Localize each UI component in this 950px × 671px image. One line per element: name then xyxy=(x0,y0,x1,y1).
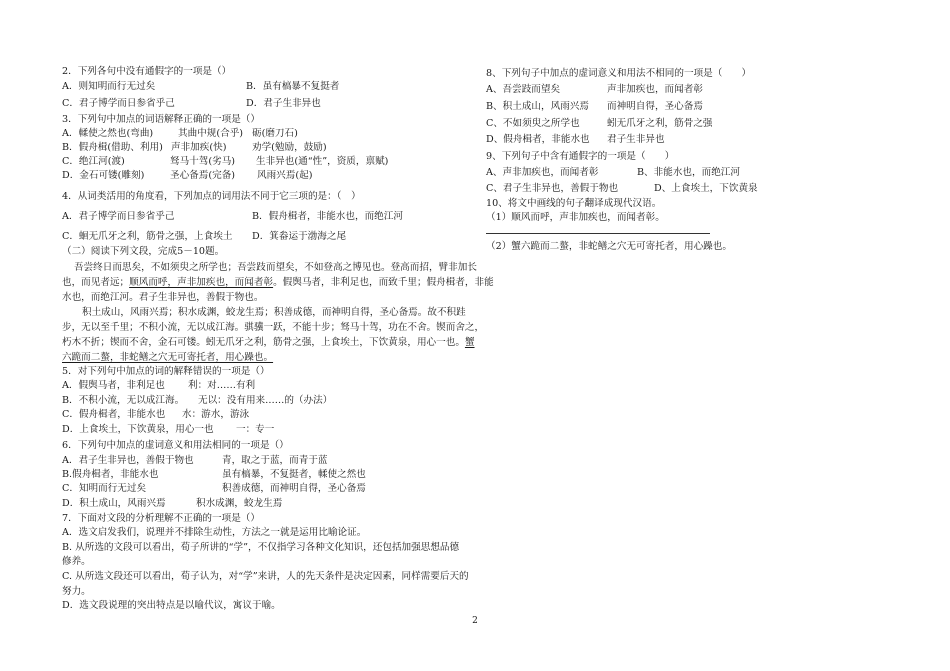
q7-option-b-1: B. 从所选的文段可以看出，荀子所讲的“学”，不仅指学习各种文化知识，还包括加强思想品德 xyxy=(62,542,460,553)
q3-option-c-1: C．绝江河(渡) xyxy=(62,156,125,167)
q6-option-c-2: 积善成德，而神明自得，圣心备焉 xyxy=(222,483,366,494)
q5-stem: 5．对下列句中加点的词的解释错误的一项是（） xyxy=(62,366,270,377)
q4-option-b: B．假舟楫者，非能水也，而绝江河 xyxy=(252,211,403,222)
q3-stem: 3．下列句中加点的词语解释正确的一项是（） xyxy=(62,114,260,125)
q7-option-c-1: C. 从所选文段还可以看出，荀子认为，对“学”来讲，人的先天条件是决定因素，同样需要后天的 xyxy=(62,571,469,582)
q8-option-a-1: A、吾尝跂而望矣 xyxy=(486,84,561,95)
q9-option-a: A、声非加疾也，而闻者彰 xyxy=(486,167,599,178)
section-heading: （二）阅读下列文段，完成5－10题。 xyxy=(62,246,225,257)
q5-option-c-1: C．假舟楫者，非能水也 xyxy=(62,409,166,420)
passage-p1-line2: 也，而见者远；顺风而呼，声非加疾也，而闻者彰。假舆马者，非利足也，而致千里；假舟楫者，非能 xyxy=(62,277,494,288)
underlined-sentence-2-start: 蟹 xyxy=(464,337,475,348)
passage-p2-line3: 朽木不折；锲而不舍，金石可镂。蚓无爪牙之利，筋骨之强，上食埃土，下饮黄泉，用心一也。蟹 xyxy=(62,337,475,348)
q6-option-a-1: A．君子生非异也，善假于物也 xyxy=(62,455,194,466)
q3-option-a-2: 其曲中规(合乎) xyxy=(178,128,244,139)
underlined-sentence-2: 六跪而二螯，非蛇鳝之穴无可寄托者，用心躁也。 xyxy=(62,352,274,363)
q2-option-a: A．则知明而行无过矣 xyxy=(62,81,156,92)
q3-option-a-3: 砺(磨刀石) xyxy=(252,128,298,139)
q10-sentence-1: （1）顺风而呼，声非加疾也，而闻者彰。 xyxy=(486,212,665,223)
q4-option-c: C．蛔无爪牙之利，筋骨之强，上食埃土 xyxy=(62,231,233,242)
q7-option-b-2: 修养。 xyxy=(62,556,91,567)
q5-option-c-2: 水：游水，游泳 xyxy=(182,409,250,420)
passage-p1-line1: 吾尝终日而思矣，不如须臾之所学也；吾尝跂而望矣，不如登高之博见也。登高而招，臂非加长 xyxy=(74,262,477,273)
q6-option-b-2: 虽有槁暴，不复挺者，輮使之然也 xyxy=(222,469,366,480)
q6-option-b-1: B.假舟楫者，非能水也 xyxy=(62,469,159,480)
q3-option-c-2: 驽马十驾(劣马) xyxy=(170,156,236,167)
q8-option-a-2: 声非加疾也，而闻者彰 xyxy=(607,84,703,95)
q8-option-d-2: 君子生非异也 xyxy=(607,134,665,145)
q2-stem: 2．下列各句中没有通假字的一项是（） xyxy=(62,66,232,77)
q5-option-a-1: A．假舆马者，非利足也 xyxy=(62,380,165,391)
q8-stem: 8、下列句子中加点的虚词意义和用法不相同的一项是（ ） xyxy=(486,68,752,79)
q9-option-c: C、君子生非异也，善假于物也 xyxy=(486,183,619,194)
q5-option-b-1: B．不积小流，无以成江海。 xyxy=(62,395,185,406)
q3-option-b-1: B．假舟楫(借助、利用) xyxy=(62,142,163,153)
q5-option-b-2: 无以：没有用来……的（办法） xyxy=(198,395,333,406)
q5-option-d-2: 一：专一 xyxy=(236,424,275,435)
q4-option-d: D．箕畚运于渤海之尾 xyxy=(252,231,347,242)
q7-option-a: A．选文启发我们，说理并不排除生动性，方法之一就是运用比喻论证。 xyxy=(62,527,367,538)
passage-p1-line3: 水也，而绝江河。君子生非异也，善假于物也。 xyxy=(62,292,264,303)
q4-stem: 4．从词类活用的角度看，下列加点的词用法不同于它三项的是：（ ） xyxy=(62,191,361,202)
passage-p2-line2: 步，无以至千里；不积小流，无以成江海。骐骥一跃，不能十步；驽马十驾，功在不舍。锲而舍之， xyxy=(62,322,485,333)
q3-option-d-1: D．金石可镂(雕刻) xyxy=(62,170,145,181)
q3-option-a-1: A．輮使之然也(弯曲) xyxy=(62,128,154,139)
q5-option-d-1: D．上食埃土，下饮黄泉，用心一也 xyxy=(62,424,214,435)
q8-option-d-1: D、假舟楫者，非能水也 xyxy=(486,134,590,145)
q10-sentence-2: （2）蟹六跪而二螯，非蛇鳝之穴无可寄托者，用心躁也。 xyxy=(486,241,732,252)
q7-option-c-2: 努力。 xyxy=(62,586,91,597)
q2-option-c: C．君子博学而日参省乎己 xyxy=(62,98,175,109)
q3-option-c-3: 生非异也(通“性”，资质，禀赋) xyxy=(256,156,389,167)
q7-stem: 7．下面对文段的分析理解不正确的一项是（） xyxy=(62,513,260,524)
q3-option-d-2: 圣心备焉(完备) xyxy=(170,170,236,181)
q3-option-b-2: 声非加疾(快) xyxy=(171,142,227,153)
q8-option-b-2: 而神明自得，圣心备焉 xyxy=(607,101,703,112)
q10-stem: 10、将文中画线的句子翻译成现代汉语。 xyxy=(486,198,662,209)
q8-option-c-1: C、不如须臾之所学也 xyxy=(486,118,580,129)
q6-option-a-2: 青，取之于蓝，而青于蓝 xyxy=(222,455,328,466)
page-number: 2 xyxy=(472,616,478,626)
q8-option-c-2: 蚓无爪牙之利，筋骨之强 xyxy=(607,118,713,129)
q6-option-d-1: D．积土成山，风雨兴焉 xyxy=(62,498,166,509)
q9-option-d: D、上食埃土，下饮黄泉 xyxy=(654,183,758,194)
q3-option-d-3: 风雨兴焉(起) xyxy=(257,170,313,181)
q9-stem: 9、下列句子中含有通假字的一项是（ ） xyxy=(486,151,675,162)
q3-option-b-3: 劝学(勉励，鼓励) xyxy=(252,142,327,153)
q6-stem: 6．下列句中加点的虚词意义和用法相同的一项是（） xyxy=(62,440,289,451)
q2-option-d: D．君子生非异也 xyxy=(246,98,321,109)
underlined-sentence-1: 顺风而呼，声非加疾也，而闻者彰 xyxy=(129,277,274,288)
q2-option-b: B．虽有槁暴不复挺者 xyxy=(246,81,340,92)
q8-option-b-1: B、积土成山，风雨兴焉 xyxy=(486,101,589,112)
q6-option-d-2: 积水成渊，蛟龙生焉 xyxy=(196,498,283,509)
passage-p2-line1: 积土成山，风雨兴焉；积水成渊，蛟龙生焉；积善成德，而神明自得，圣心备焉。故不积跬 xyxy=(82,307,466,318)
q6-option-c-1: C．知明而行无过矣 xyxy=(62,483,147,494)
q9-option-b: B、非能水也，而绝江河 xyxy=(637,167,740,178)
q5-option-a-2: 利：对……有利 xyxy=(188,380,256,391)
q4-option-a: A．君子博学而日参省乎己 xyxy=(62,211,175,222)
q7-option-d: D．选文段说理的突出特点是以喻代议，寓议于喻。 xyxy=(62,600,281,611)
answer-line xyxy=(486,233,710,234)
